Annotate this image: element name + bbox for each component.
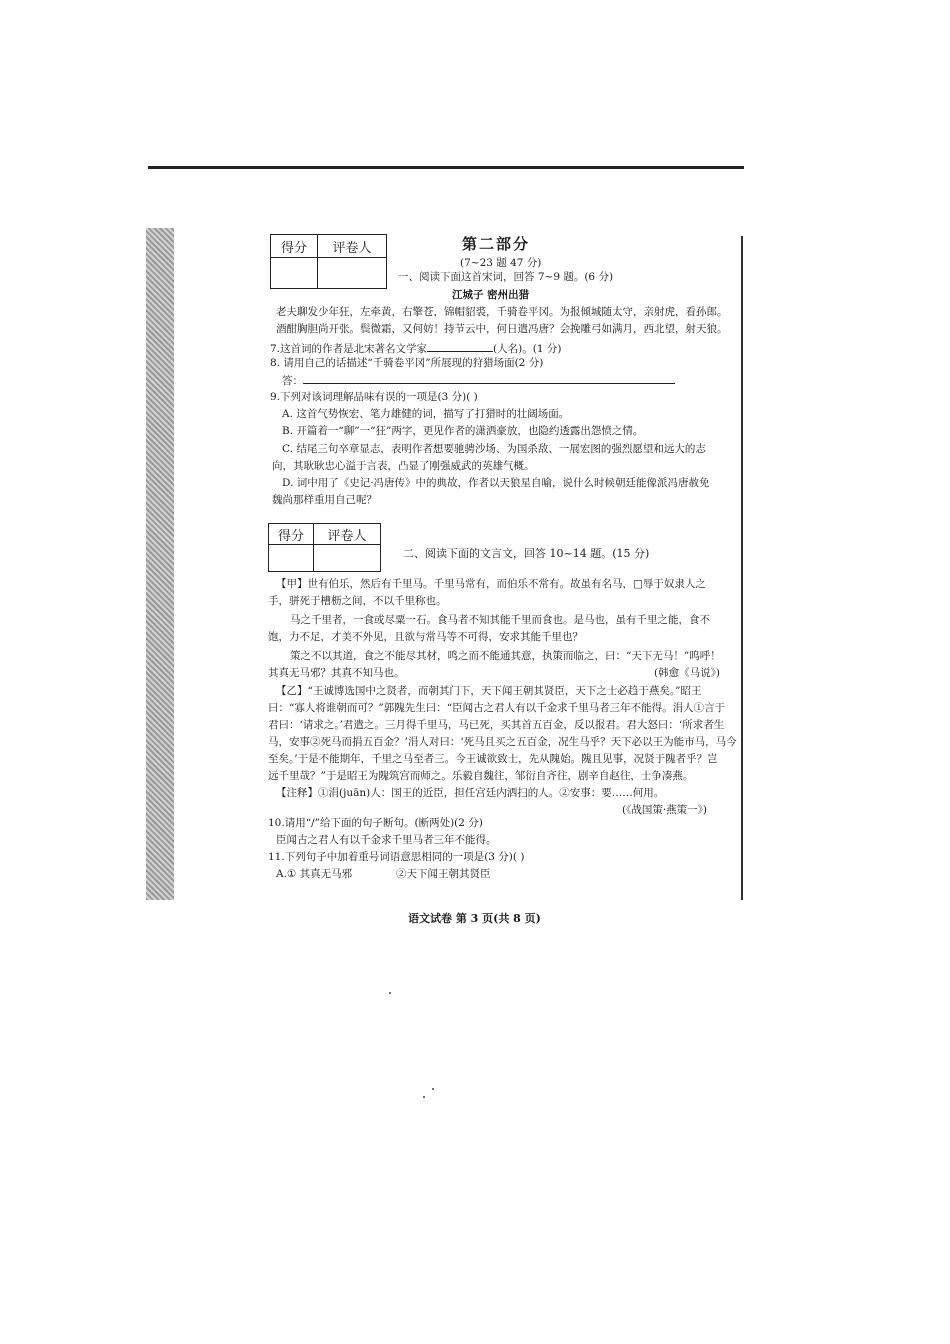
- passage-jia-line1: 【甲】世有伯乐，然后有千里马。千里马常有，而伯乐不常有。故虽有名马，□辱于奴隶人之: [276, 578, 706, 590]
- q9-option-a: A. 这首气势恢宏、笔力雄健的词，描写了打猎时的壮阔场面。: [282, 408, 570, 420]
- passage-yi-line4: 马，安事②死马而捐五百金？’涓人对曰：‘死马且买之五百金，况生马乎？天下必以王为能市马，马今: [268, 736, 737, 748]
- poem-title: 江城子 密州出猎: [452, 289, 530, 301]
- grader-cell[interactable]: [314, 545, 381, 572]
- passage-jia-line4: 饱，力不足，才美不外见，且欲与常马等不可得，安求其能千里也？: [268, 631, 583, 643]
- section2-heading: 二、阅读下面的文言文，回答 10~14 题。(15 分): [403, 547, 650, 560]
- passage-jia-source: (韩愈《马说》): [654, 667, 720, 679]
- poem-line-2: 酒酣胸胆尚开张。鬓微霜，又何妨！持节云中，何日遣冯唐？会挽雕弓如满月，西北望，射天狼。: [276, 323, 728, 335]
- q9-option-c-line2: 向，其耿耿忠心溢于言表，凸显了刚强威武的英雄气概。: [272, 460, 535, 472]
- top-rule: [148, 166, 744, 169]
- scan-speck: [389, 992, 391, 994]
- passage-yi-line6: 远千里哉？”于是昭王为隗筑宫而师之。乐毅自魏往，邹衍自齐往，剧辛自赵往，士争凑燕。: [268, 770, 694, 782]
- q11-option-a-part1: A.① 其真无马邪: [276, 868, 353, 880]
- binding-strip: [146, 228, 174, 900]
- question-7-text: 7.这首词的作者是北宋著名文学家: [270, 343, 428, 355]
- passage-yi-line5: 至矣。’于是不能期年，千里之马至者三。今王诚欲致士，先从隗始。隗且见事，况贤于隗者乎？岂: [268, 753, 718, 765]
- passage-note: 【注释】①涓(juān)人：国王的近臣，担任宫廷内洒扫的人。②安事：要……何用。: [276, 787, 665, 799]
- answer-blank[interactable]: [303, 373, 675, 384]
- question-11: 11.下列句子中加着重号词语意思相同的一项是(3 分)( ): [268, 851, 525, 863]
- q9-option-d-line1: D. 词中用了《史记·冯唐传》中的典故，作者以天狼星自喻，说什么时候朝廷能像派冯唐赦免: [282, 477, 710, 489]
- score-cell[interactable]: [269, 545, 314, 572]
- question-10: 10.请用“/”给下面的句子断句。(断两处)(2 分): [268, 817, 483, 829]
- score-label: 得分: [269, 524, 314, 545]
- question-7-blank[interactable]: [427, 341, 493, 352]
- grader-label: 评卷人: [318, 235, 387, 258]
- part-subtitle: (7~23 题 47 分): [460, 257, 542, 269]
- q9-option-d-line2: 魏尚那样重用自己呢？: [272, 494, 377, 506]
- passage-jia-line5: 策之不以其道，食之不能尽其材，鸣之而不能通其意，执策而临之，曰：“天下无马！”呜呼！: [290, 650, 721, 662]
- question-7: [270, 341, 561, 356]
- scan-speck: [423, 1096, 425, 1098]
- score-cell[interactable]: [271, 258, 318, 289]
- q9-option-b: B. 开篇着一“聊”一“狂”两字，更见作者的潇洒豪放，也隐约透露出怨愤之情。: [282, 425, 644, 437]
- passage-yi-line3: 君曰：‘请求之。’君遣之。三月得千里马，马已死，买其首五百金，反以报君。君大怒曰：‘所求者生: [268, 719, 725, 731]
- passage-yi-source: (《战国策·燕策一》): [622, 804, 708, 816]
- question-9: 9.下列对该词理解品味有误的一项是(3 分)( ): [270, 391, 478, 403]
- poem-line-1: 老夫聊发少年狂，左牵黄，右擎苍，锦帽貂裘，千骑卷平冈。为报倾城随太守，亲射虎，看孙郎。: [276, 306, 728, 318]
- answer-line: [282, 373, 675, 388]
- page-footer: 语文试卷 第 3 页(共 8 页): [408, 912, 541, 925]
- right-margin-rule: [741, 236, 743, 900]
- answer-label: 答：: [282, 375, 303, 387]
- passage-yi-line2: 曰：“寡人将谁朝而可？”郭隗先生曰：“臣闻古之君人有以千金求千里马者三年不能得。涓人①言于: [268, 702, 726, 714]
- section1-heading: 一、阅读下面这首宋词，回答 7~9 题。(6 分): [398, 271, 614, 283]
- q9-option-c-line1: C. 结尾三句卒章显志，表明作者想要驰骋沙场、为国杀敌、一展宏图的强烈愿望和远大的志: [282, 443, 706, 455]
- score-table-1: [270, 234, 387, 289]
- question-8: 8. 请用自己的话描述“千骑卷平冈”所展现的狩猎场面(2 分): [270, 357, 544, 369]
- grader-cell[interactable]: [318, 258, 387, 289]
- score-label: 得分: [271, 235, 318, 258]
- grader-label: 评卷人: [314, 524, 381, 545]
- passage-yi-line1: 【乙】“王诚博选国中之贤者，而朝其门下，天下闻王朝其贤臣，天下之士必趋于燕矣。”昭王: [276, 685, 702, 697]
- question-7-tail: (人名)。(1 分): [493, 343, 562, 355]
- passage-jia-line2: 手，骈死于槽枥之间，不以千里称也。: [268, 595, 447, 607]
- passage-jia-line3: 马之千里者，一食或尽粟一石。食马者不知其能千里而食也。是马也，虽有千里之能，食不: [290, 614, 710, 626]
- passage-jia-line6: 其真无马邪？其真不知马也。: [268, 667, 405, 679]
- q11-option-a-part2: ②天下闻王朝其贤臣: [396, 868, 491, 880]
- question-10-sentence: 臣闻古之君人有以千金求千里马者三年不能得。: [276, 834, 497, 846]
- scan-speck: [432, 1088, 434, 1090]
- score-table-2: [268, 523, 381, 572]
- part-title: 第二部分: [462, 235, 531, 253]
